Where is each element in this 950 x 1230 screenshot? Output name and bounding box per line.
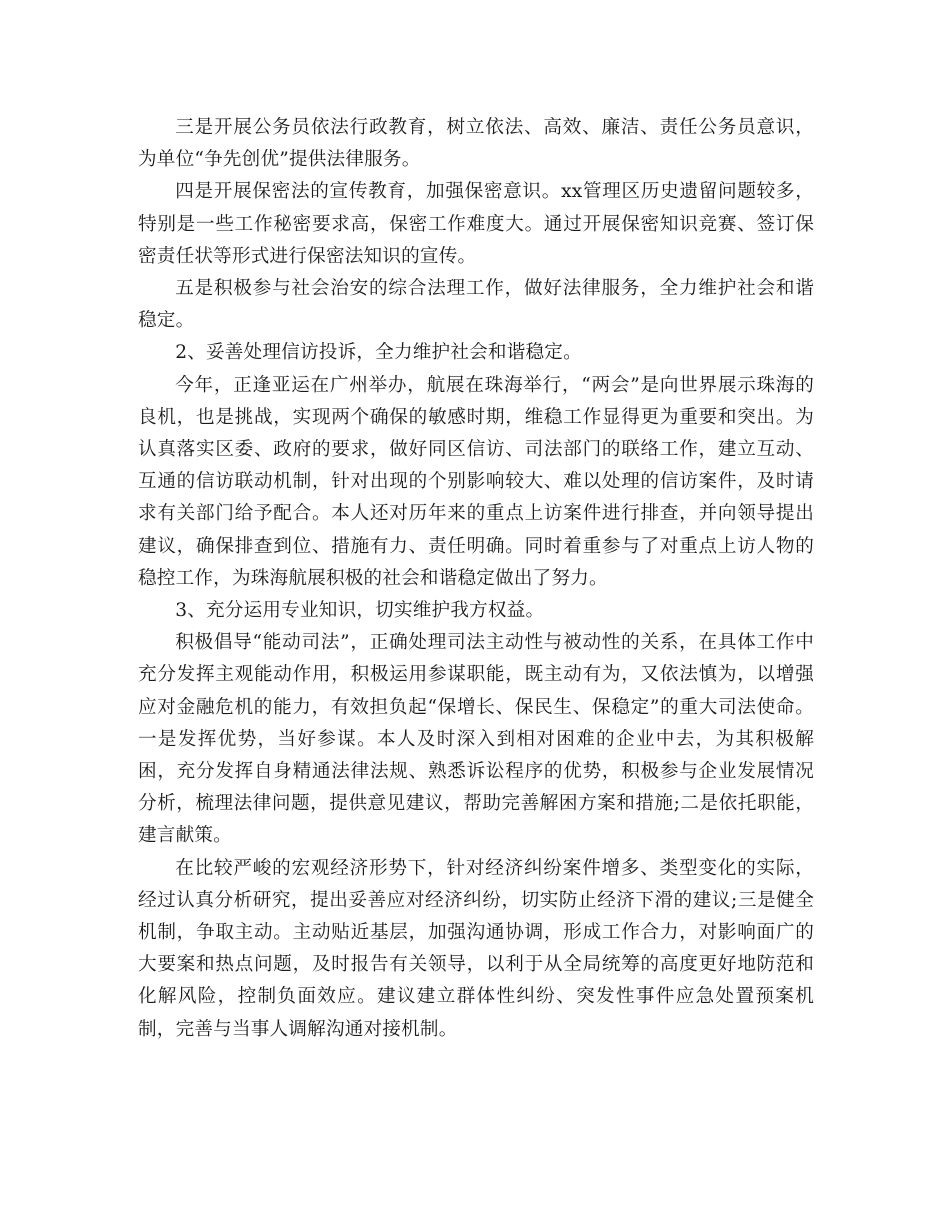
- paragraph-civil-servant-education: 三是开展公务员依法行政教育，树立依法、高效、廉洁、责任公务员意识，为单位“争先创优”提供法律服务。: [138, 117, 814, 171]
- paragraph-public-security: 五是积极参与社会治安的综合法理工作，做好法律服务，全力维护社会和谐稳定。: [138, 278, 814, 332]
- document-page: [138, 112, 814, 1046]
- paragraph-economic-disputes: 在比较严峻的宏观经济形势下，针对经济纠纷案件增多、类型变化的实际，经过认真分析研究，提出妥善应对经济纠纷，切实防止经济下滑的建议;三是健全机制，争取主动。主动贴近基层，加强沟通协调，形成工作合力，对影响面广的大要案和热点问题，及时报告有关领导，以利于从全局统筹的高度更好地防范和化解风险，控制负面效应。建议建立群体性纠纷、突发性事件应急处置预案机制，完善与当事人调解沟通对接机制。: [138, 857, 814, 1040]
- section-heading-professional-knowledge: 3、充分运用专业知识，切实维护我方权益。: [175, 600, 545, 622]
- paragraph-confidentiality-law: 四是开展保密法的宣传教育，加强保密意识。xx管理区历史遗留问题较多，特别是一些工作秘密要求高，保密工作难度大。通过开展保密知识竞赛、签订保密责任状等形式进行保密法知识的宣传。: [138, 181, 814, 267]
- section-heading-petitions: 2、妥善处理信访投诉，全力维护社会和谐稳定。: [175, 342, 582, 364]
- paragraph-active-judiciary: 积极倡导“能动司法”，正确处理司法主动性与被动性的关系，在具体工作中充分发挥主观能动作用，积极运用参谋职能，既主动有为，又依法慎为，以增强应对金融危机的能力，有效担负起“保增长、保民生、保稳定”的重大司法使命。一是发挥优势，当好参谋。本人及时深入到相对困难的企业中去，为其积极解困，充分发挥自身精通法律法规、熟悉诉讼程序的优势，积极参与企业发展情况分析，梳理法律问题，提供意见建议，帮助完善解困方案和措施;二是依托职能，建言献策。: [138, 632, 814, 847]
- paragraph-petitions-detail: 今年，正逢亚运在广州举办，航展在珠海举行，“两会”是向世界展示珠海的良机，也是挑战，实现两个确保的敏感时期，维稳工作显得更为重要和突出。为认真落实区委、政府的要求，做好同区信访、司法部门的联络工作，建立互动、互通的信访联动机制，针对出现的个别影响较大、难以处理的信访案件，及时请求有关部门给予配合。本人还对历年来的重点上访案件进行排查，并向领导提出建议，确保排查到位、措施有力、责任明确。同时着重参与了对重点上访人物的稳控工作，为珠海航展积极的社会和谐稳定做出了努力。: [138, 374, 814, 589]
